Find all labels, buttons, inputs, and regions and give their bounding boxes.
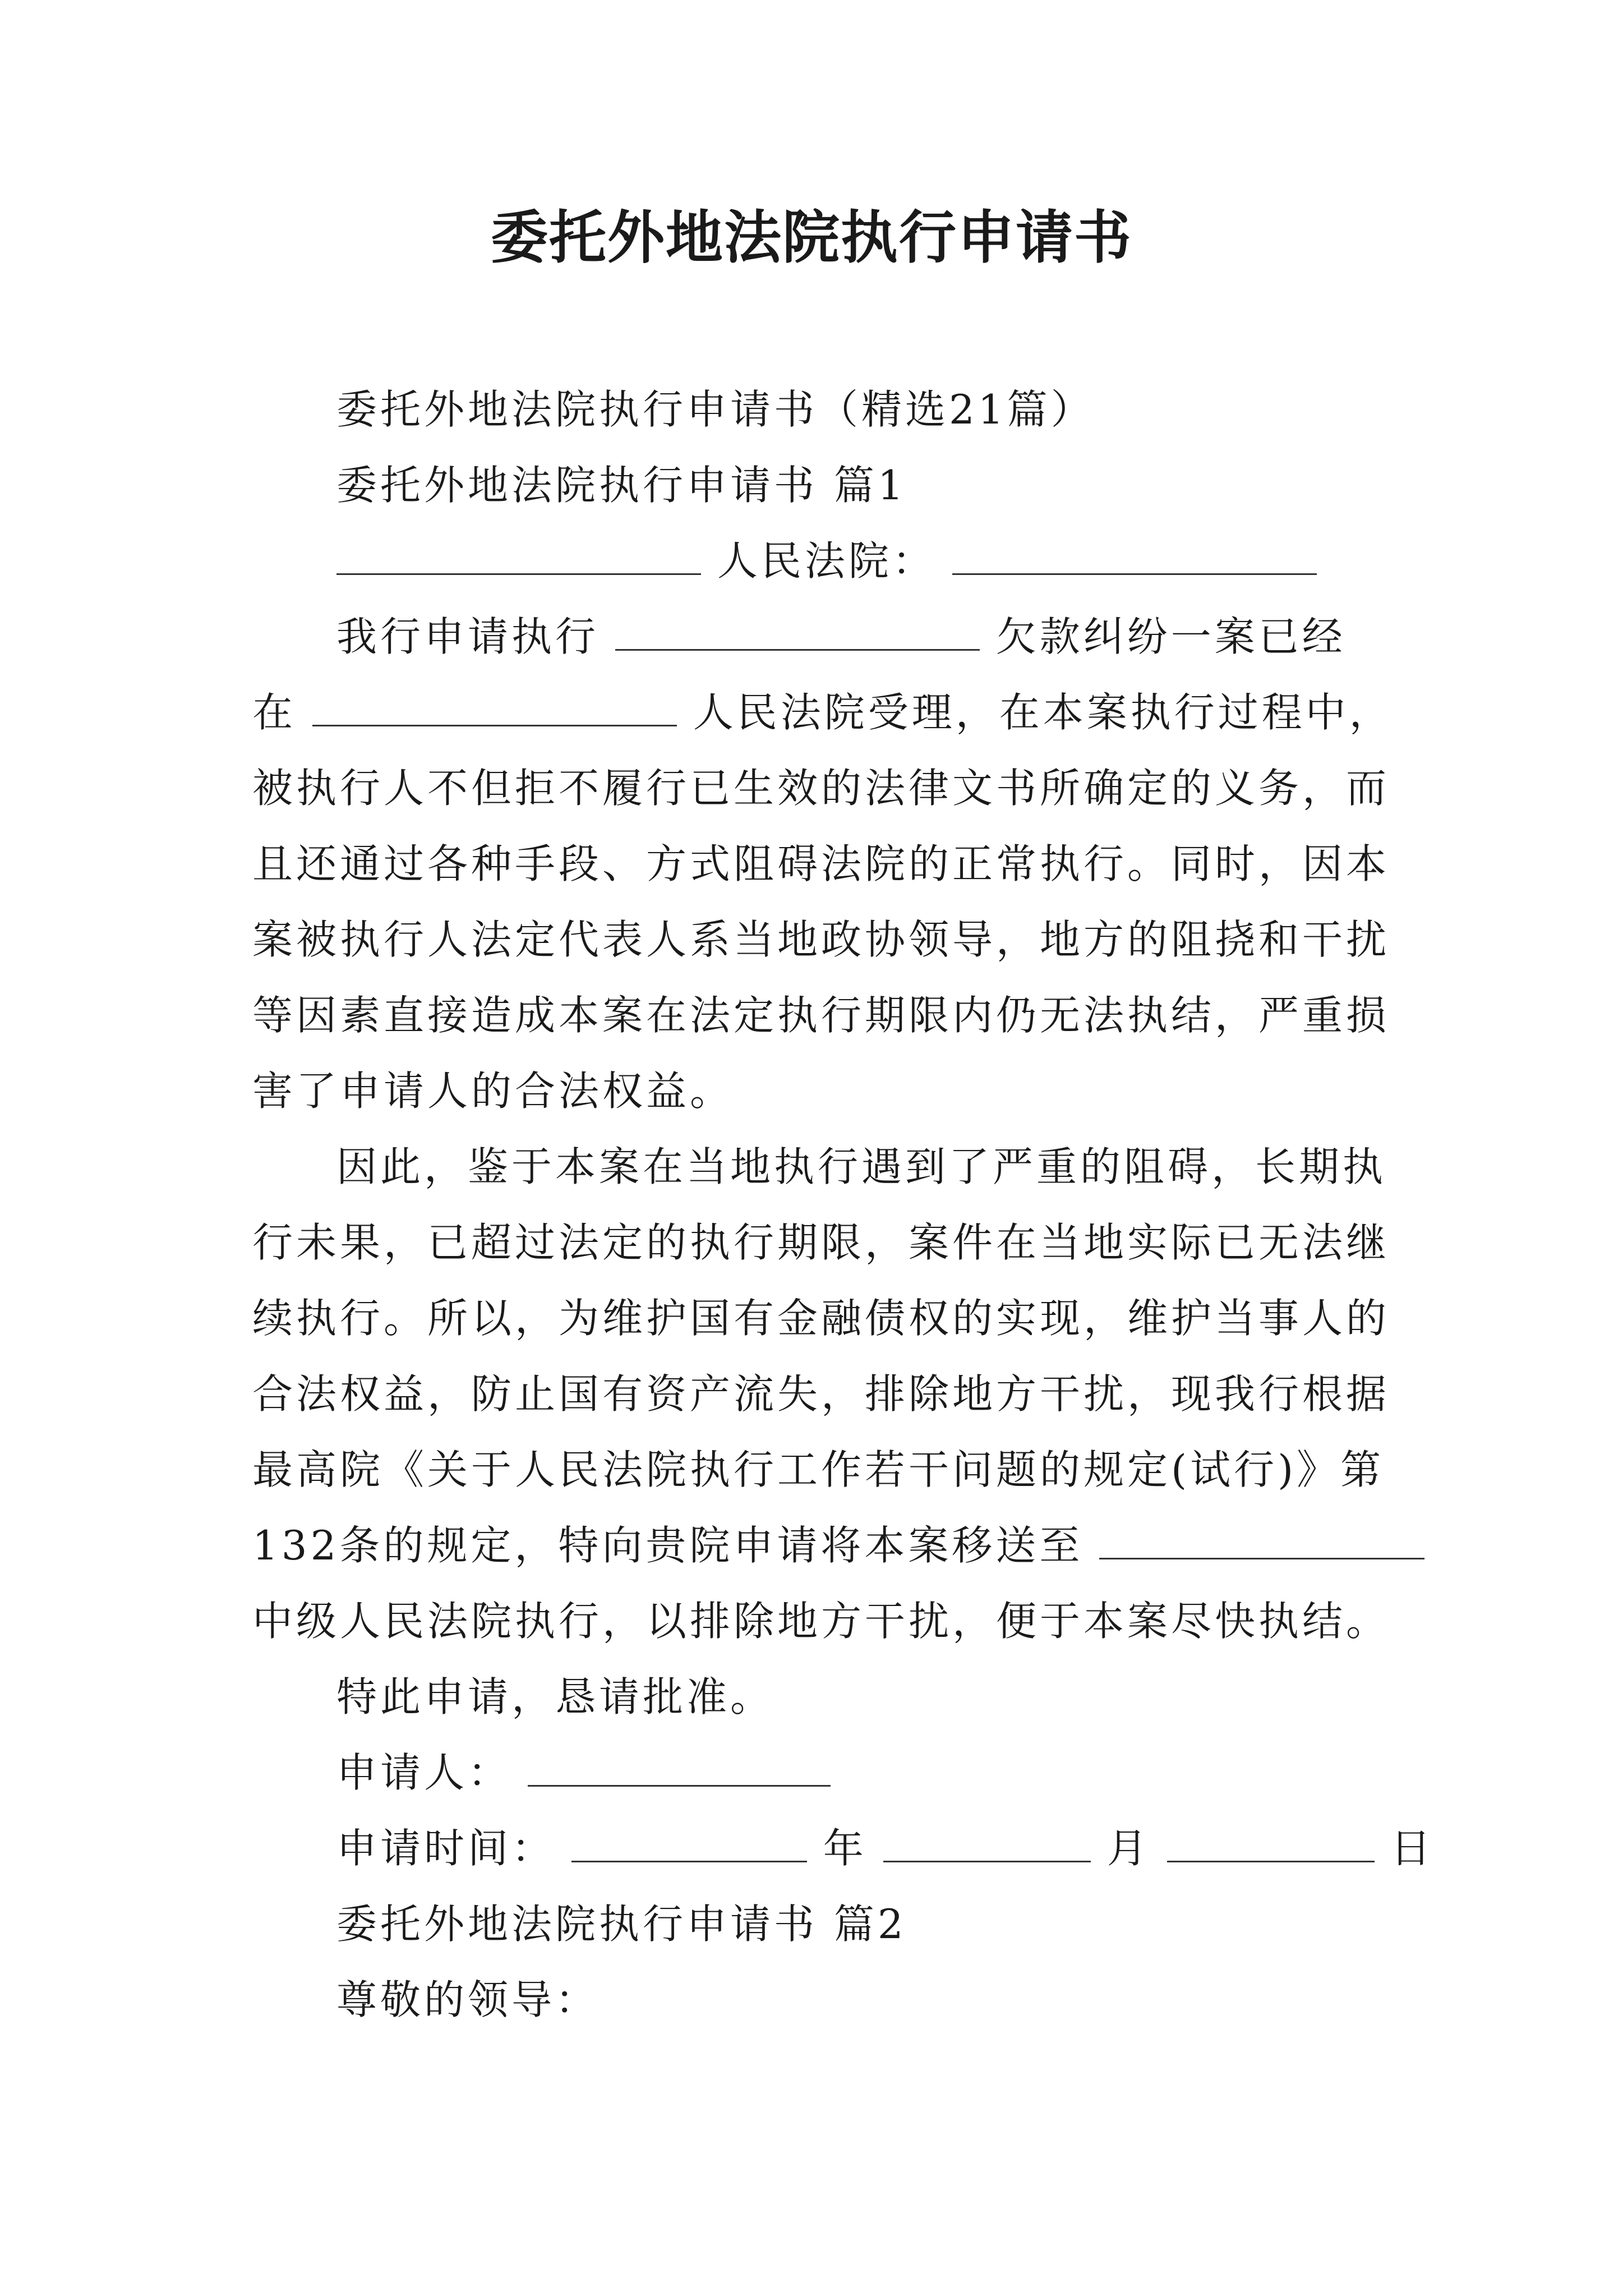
applicant-blank	[528, 1751, 831, 1787]
month-blank	[883, 1827, 1091, 1862]
year-blank	[571, 1827, 807, 1862]
closing-line: 特此申请，恳请批准。	[336, 1673, 774, 1720]
body-line: 等因素直接造成本案在法定执行期限内仍无法执结，严重损	[252, 992, 1390, 1039]
addressee-line	[336, 533, 1317, 589]
body-line: 最高院《关于人民法院执行工作若干问题的规定(试行)》第	[252, 1446, 1385, 1493]
day-label: 日	[1390, 1825, 1435, 1872]
applicant-line	[336, 1745, 831, 1801]
document-subtitle: 委托外地法院执行申请书（精选21篇）	[336, 386, 1095, 433]
body-line: 且还通过各种手段、方式阻碍法院的正常执行。同时，因本	[252, 840, 1390, 887]
case-blank	[615, 615, 980, 651]
body-line: 行未果，已超过法定的执行期限，案件在当地实际已无法继	[252, 1219, 1390, 1266]
body-line: 合法权益，防止国有资产流失，排除地方干扰，现我行根据	[252, 1370, 1390, 1418]
document-title: 委托外地法院执行申请书	[491, 205, 1132, 272]
body-line: 因此，鉴于本案在当地执行遇到了严重的阻碍，长期执	[336, 1143, 1387, 1190]
body-line	[252, 684, 1393, 740]
addressee-suffix: 人民法院：	[717, 537, 936, 585]
body-line: 案被执行人法定代表人系当地政协领导，地方的阻挠和干扰	[252, 916, 1390, 963]
month-label: 月	[1106, 1825, 1151, 1872]
body-text: 人民法院受理，在本案执行过程中，	[693, 689, 1393, 736]
body-line: 害了申请人的合法权益。	[252, 1068, 734, 1115]
day-blank	[1167, 1827, 1375, 1862]
body-line	[252, 1517, 1424, 1573]
body-text: 欠款纠纷一案已经	[995, 613, 1346, 660]
section-heading-1: 委托外地法院执行申请书 篇1	[336, 462, 907, 509]
court-blank	[312, 691, 677, 726]
applicant-label: 申请人：	[336, 1749, 512, 1796]
body-line: 被执行人不但拒不履行已生效的法律文书所确定的义务，而	[252, 765, 1390, 812]
addressee-blank	[952, 540, 1317, 575]
body-line	[336, 609, 1346, 665]
body-line: 中级人民法院执行，以排除地方干扰，便于本案尽快执结。	[252, 1598, 1390, 1645]
body-line: 续执行。所以，为维护国有金融债权的实现，维护当事人的	[252, 1295, 1390, 1342]
body-text: 我行申请执行	[336, 613, 600, 660]
target-court-blank	[1099, 1524, 1424, 1559]
court-name-blank	[336, 540, 701, 575]
salutation: 尊敬的领导：	[336, 1976, 600, 2023]
section-heading-2: 委托外地法院执行申请书 篇2	[336, 1901, 907, 1948]
year-label: 年	[823, 1825, 867, 1872]
body-text: 132条的规定，特向贵院申请将本案移送至	[252, 1522, 1083, 1569]
date-line	[336, 1820, 1434, 1876]
body-text: 在	[252, 689, 297, 736]
date-label: 申请时间：	[336, 1825, 556, 1872]
